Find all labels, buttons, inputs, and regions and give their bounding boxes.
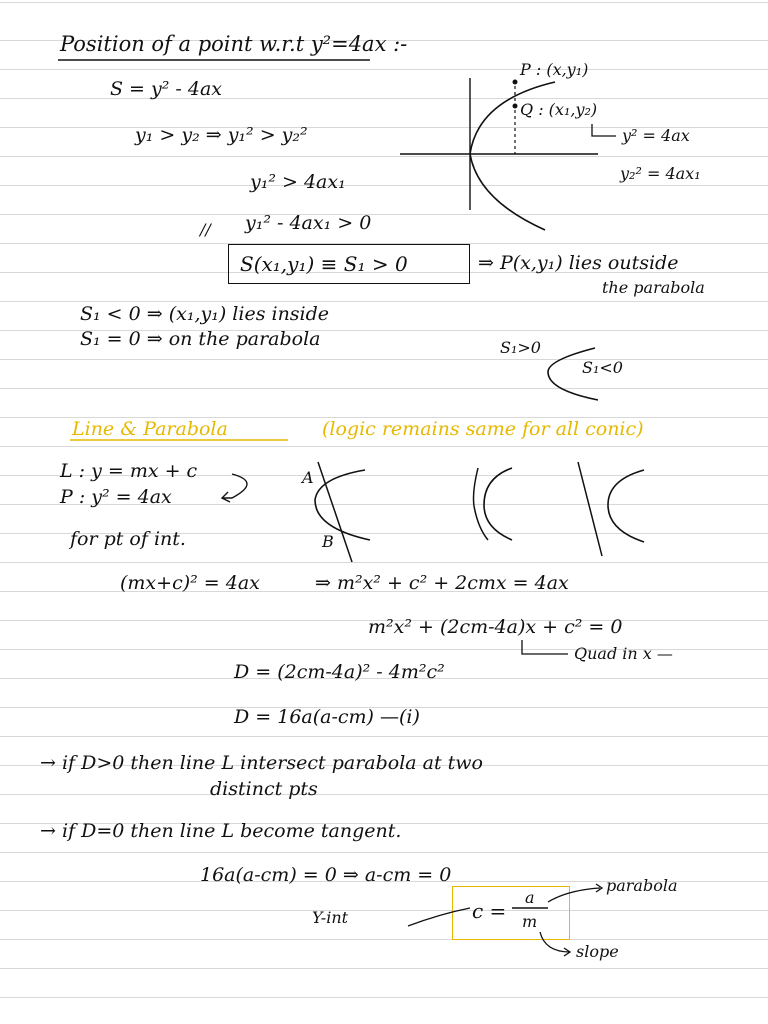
inequality-1: y₁² > 4ax₁ [250,171,346,193]
fig-eq-2: y₂² = 4ax₁ [620,164,701,183]
tangency-condition: 16a(a-cm) = 0 ⇒ a-cm = 0 [200,864,452,886]
c-lhs: c = [472,899,507,923]
label-b: B [322,532,334,551]
lies-outside: ⇒ P(x,y₁) lies outside [478,252,679,274]
label-s-positive: S₁>0 [500,338,541,357]
section-heading: Line & Parabola [72,418,228,440]
eq1-rhs: ⇒ m²x² + c² + 2cmx = 4ax [315,572,569,594]
on-parabola: S₁ = 0 ⇒ on the parabola [80,328,321,350]
fig-eq-1: y² = 4ax [622,126,690,145]
eq2: m²x² + (2cm-4a)x + c² = 0 [368,616,623,638]
y-int-label: Y-int [312,908,349,927]
s-definition: S = y² - 4ax [110,78,222,100]
discriminant-2: D = 16a(a-cm) —(i) [234,706,420,728]
label-s-negative: S₁<0 [582,358,623,377]
parabola-arrow [548,888,600,902]
case-d-positive-2: distinct pts [210,778,318,800]
boxed-condition-text: S(x₁,y₁) ≡ S₁ > 0 [240,252,408,276]
label-q: Q : (x₁,y₂) [520,100,598,119]
case-d-positive: → if D>0 then line L intersect parabola at two [40,752,483,774]
pt-of-int: for pt of int. [70,528,186,550]
case-d-zero: → if D=0 then line L become tangent. [40,820,402,842]
line-definition: L : y = mx + c [60,460,198,482]
slope-label: slope [576,942,619,961]
inequality-2: y₁² - 4ax₁ > 0 [245,212,372,234]
label-p: P : (x,y₁) [520,60,589,79]
section-heading-note: (logic remains same for all conic) [322,418,644,440]
y-int-arrow [408,908,470,926]
lies-outside-2: the parabola [602,278,705,297]
c-numerator: a [525,888,535,907]
page-title: Position of a point w.r.t y²=4ax :- [60,32,408,56]
y-compare: y₁ > y₂ ⇒ y₁² > y₂² [135,124,308,146]
parabola-definition: P : y² = 4ax [60,486,172,508]
discriminant-1: D = (2cm-4a)² - 4m²c² [234,661,445,683]
label-a: A [302,468,314,487]
parabola-label: parabola [606,876,678,895]
eq1-lhs: (mx+c)² = 4ax [120,572,260,594]
implies-mark: // [200,220,211,239]
lies-inside: S₁ < 0 ⇒ (x₁,y₁) lies inside [80,303,330,325]
quad-note: Quad in x — [574,644,673,663]
c-denominator: m [522,912,538,931]
